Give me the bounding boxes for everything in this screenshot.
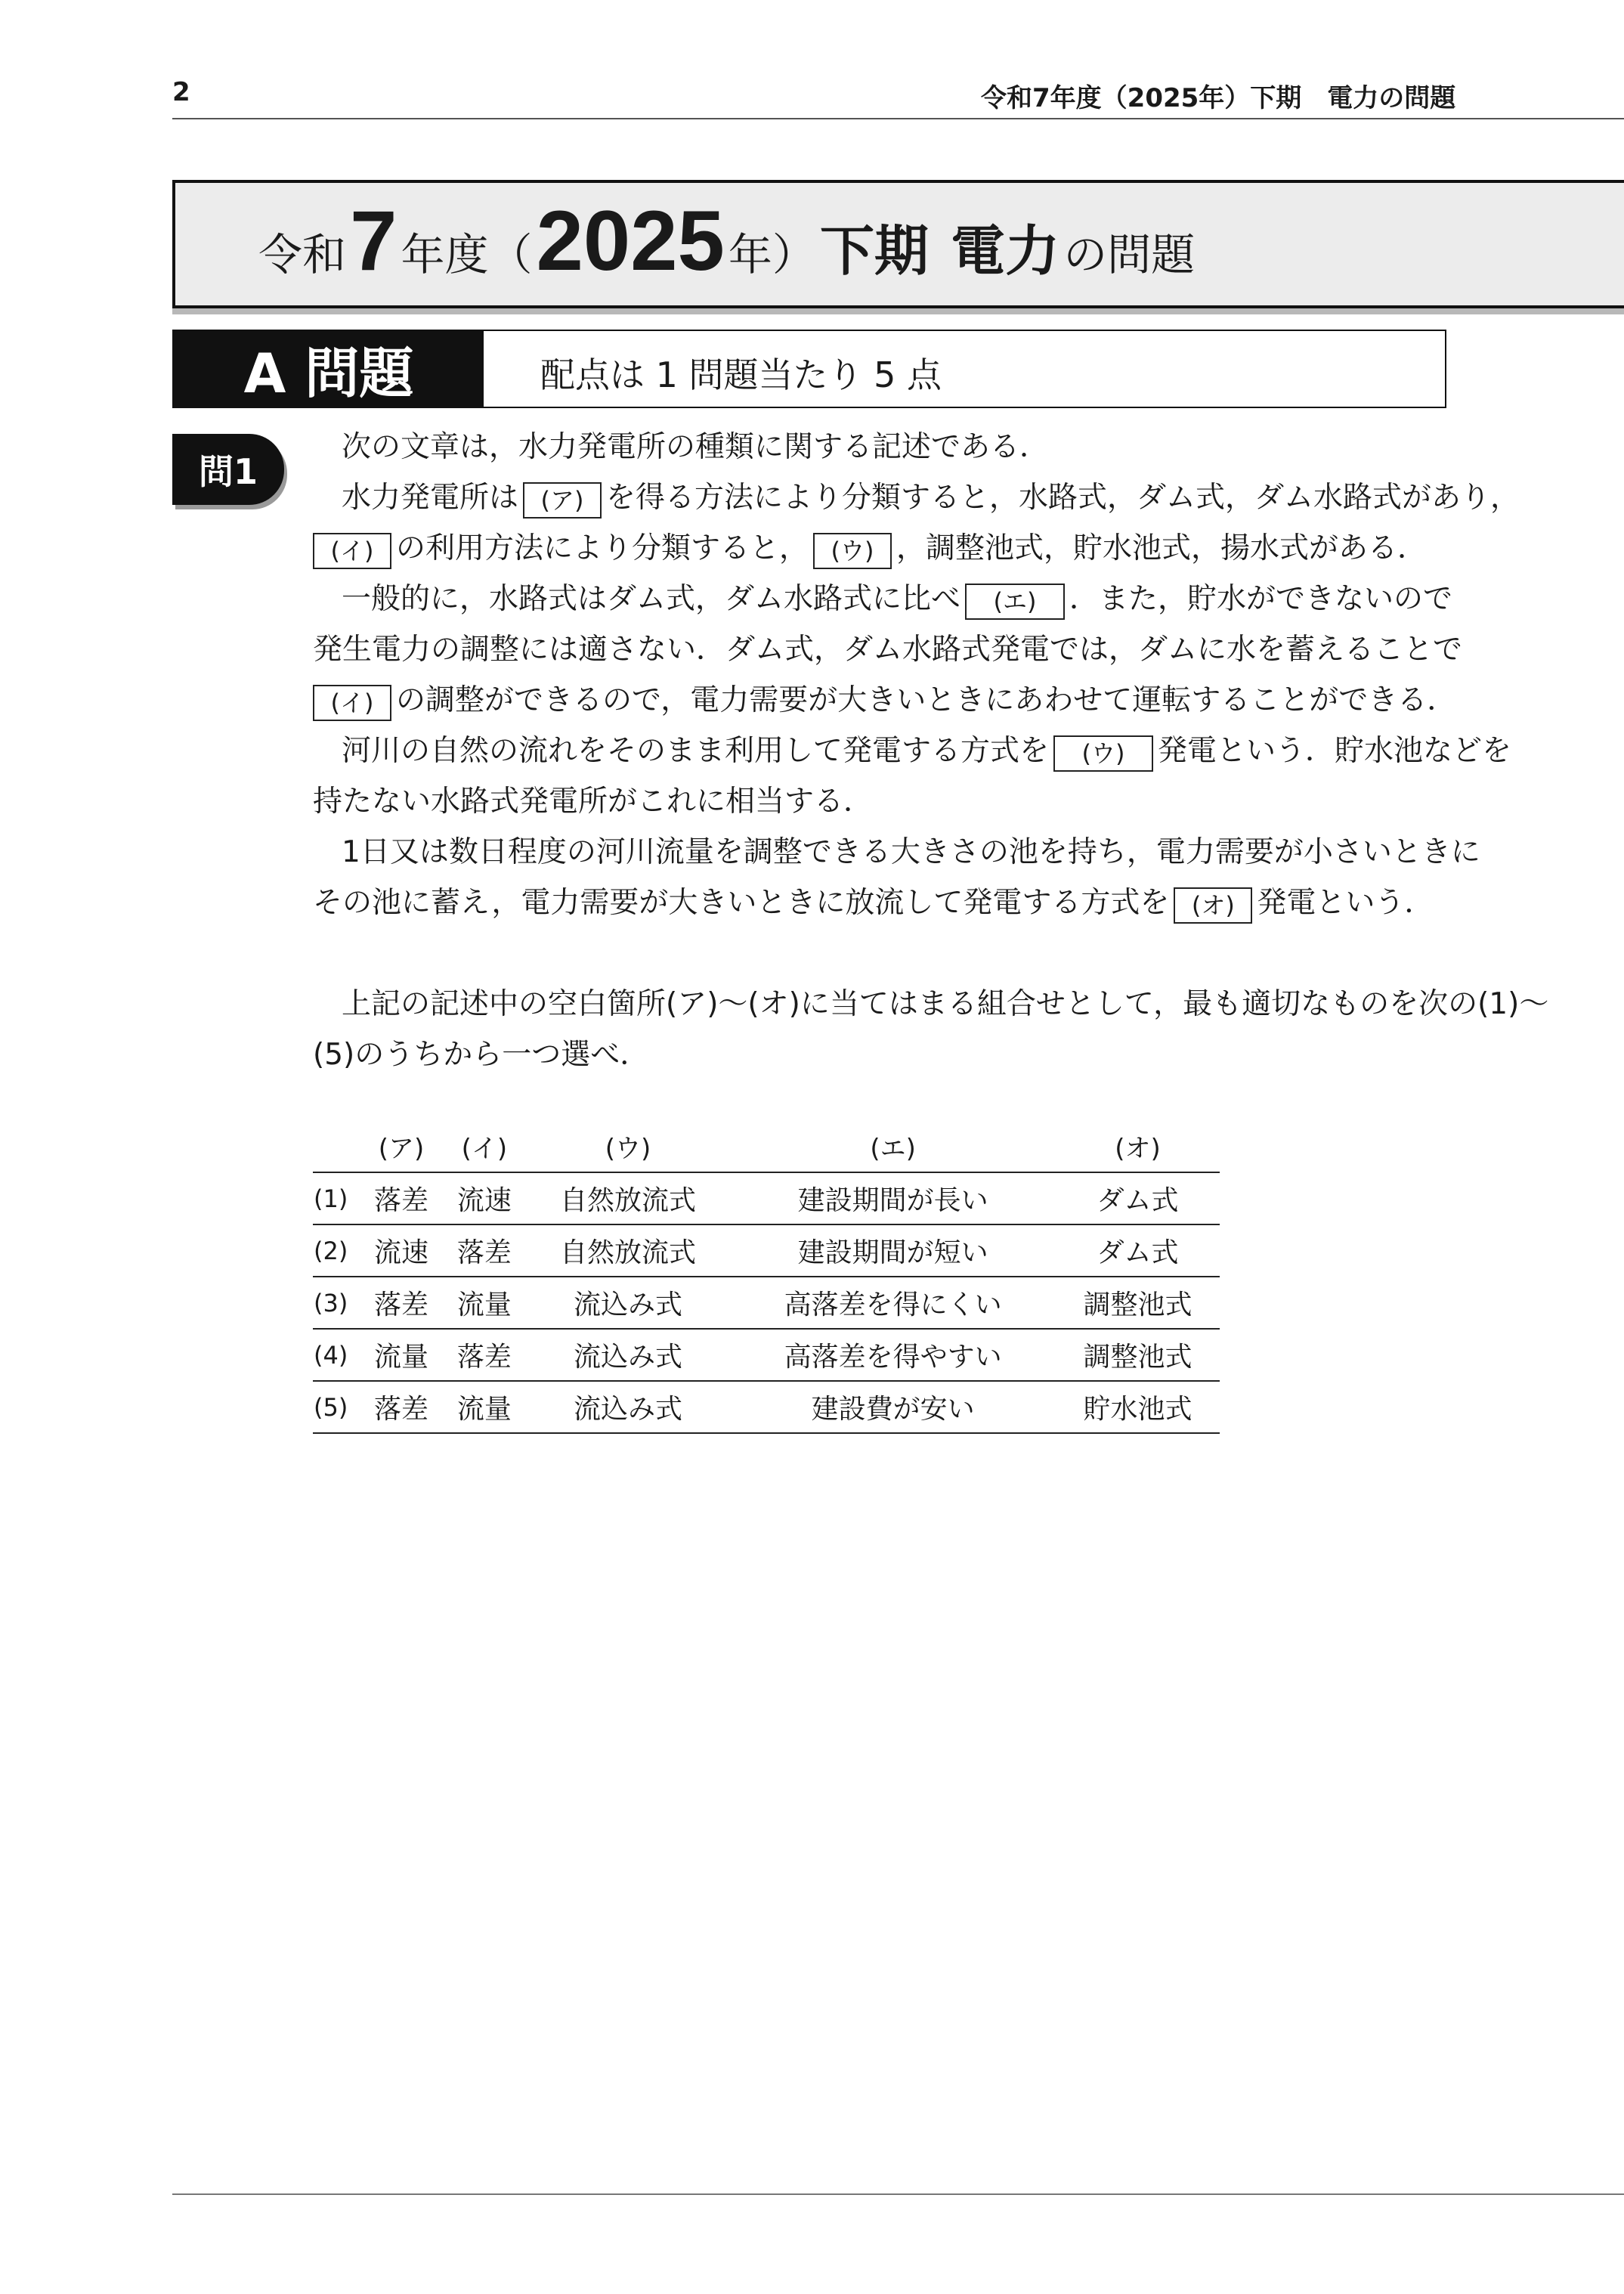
blank-u-2: (ウ) [1053, 735, 1153, 772]
title-box [172, 180, 1624, 308]
table-header: (オ) [1115, 1133, 1161, 1164]
title-nendo: 年度（ [401, 229, 533, 280]
table-cell: 調整池式 [1056, 1277, 1220, 1329]
section-bar [172, 330, 1446, 408]
blank-u: (ウ) [813, 533, 892, 569]
table-row [313, 1224, 1220, 1277]
question-line-2: 水力発電所は (ア) を得る方法により分類すると，水路式，ダム式，ダム水路式があり， [313, 472, 1446, 523]
title-nen: 年） [728, 229, 816, 280]
table-header: (ウ) [605, 1133, 651, 1164]
blank-i-2: (イ) [313, 685, 391, 721]
table-cell: 流込み式 [526, 1381, 730, 1433]
option-number: (2) [313, 1224, 360, 1277]
question-line-5: 発生電力の調整には適さない．ダム式，ダム水路式発電では，ダムに水を蓄えることで [313, 633, 1463, 667]
table-header: (イ) [461, 1133, 508, 1164]
table-header-row [313, 1120, 1220, 1172]
option-number: (3) [313, 1277, 360, 1329]
answer-table [313, 1120, 1220, 1434]
title-suffix: の問題 [1063, 229, 1196, 280]
running-title: 令和7年度（2025年）下期 電力の問題 [981, 83, 1456, 113]
table-cell: 流込み式 [526, 1329, 730, 1381]
table-cell: ダム式 [1056, 1172, 1220, 1224]
blank-a: (ア) [523, 482, 602, 519]
table-cell: 流量 [443, 1277, 526, 1329]
table-cell: 高落差を得にくい [730, 1277, 1056, 1329]
footer-rule [172, 2193, 1624, 2195]
title-subject: 電力 [951, 219, 1060, 283]
table-cell: 調整池式 [1056, 1329, 1220, 1381]
table-cell: 建設費が安い [730, 1381, 1056, 1433]
table-cell: 流速 [360, 1224, 443, 1277]
table-cell: 自然放流式 [526, 1172, 730, 1224]
question-line-1: 次の文章は，水力発電所の種類に関する記述である． [342, 430, 1050, 464]
table-header: (エ) [870, 1133, 916, 1164]
table-row [313, 1329, 1220, 1381]
table-cell: 流量 [360, 1329, 443, 1381]
title-era-year: 7 [350, 193, 397, 288]
question-line-6: (イ) の調整ができるので，電力需要が大きいときにあわせて運転することができる． [313, 675, 1446, 726]
table-cell: 流込み式 [526, 1277, 730, 1329]
option-number: (1) [313, 1172, 360, 1224]
title-term: 下期 [819, 219, 929, 283]
table-row [313, 1172, 1220, 1224]
question-line-9: 1日又は数日程度の河川流量を調整できる大きさの池を持ち，電力需要が小さいときに [342, 835, 1480, 869]
section-note: 配点は 1 問題当たり 5 点 [540, 354, 942, 395]
title-year: 2025 [536, 193, 725, 288]
question-line-7: 河川の自然の流れをそのまま利用して発電する方式を (ウ) 発電という．貯水池などを [313, 726, 1446, 776]
table-cell: 建設期間が短い [730, 1224, 1056, 1277]
question-badge: 問1 [172, 434, 284, 505]
blank-e: (エ) [965, 584, 1065, 620]
table-cell: 流量 [443, 1381, 526, 1433]
table-cell: 流速 [443, 1172, 526, 1224]
table-row [313, 1277, 1220, 1329]
table-cell: 落差 [360, 1172, 443, 1224]
page-number: 2 [172, 77, 190, 107]
title-era: 令和 [258, 229, 347, 280]
question-line-12: (5)のうちから一つ選べ． [313, 1038, 650, 1072]
table-cell: 落差 [360, 1381, 443, 1433]
page-header [172, 74, 1624, 119]
option-number: (4) [313, 1329, 360, 1381]
question-line-10: その池に蓄え，電力需要が大きいときに放流して発電する方式を (オ) 発電という． [313, 878, 1446, 928]
table-cell: 落差 [443, 1224, 526, 1277]
table-cell: 貯水池式 [1056, 1381, 1220, 1433]
question-line-4: 一般的に，水路式はダム式，ダム水路式に比べ (エ) ．また，貯水ができないので [313, 574, 1446, 624]
table-cell: 建設期間が長い [730, 1172, 1056, 1224]
table-cell: 落差 [443, 1329, 526, 1381]
blank-o: (オ) [1174, 887, 1252, 924]
question-line-11: 上記の記述中の空白箇所(ア)〜(オ)に当てはまる組合せとして，最も適切なものを次の(1)〜 [342, 987, 1549, 1021]
blank-i: (イ) [313, 533, 391, 569]
table-header: (ア) [378, 1133, 425, 1164]
question-body [313, 422, 1549, 1080]
table-cell: ダム式 [1056, 1224, 1220, 1277]
table-cell: 自然放流式 [526, 1224, 730, 1277]
table-cell: 落差 [360, 1277, 443, 1329]
section-label: A 問題 [174, 331, 484, 407]
table-header [313, 1120, 360, 1172]
option-number: (5) [313, 1381, 360, 1433]
question-line-3: (イ) の利用方法により分類すると， (ウ) ，調整池式，貯水池式，揚水式がある． [313, 523, 1446, 574]
question-line-8: 持たない水路式発電所がこれに相当する． [313, 785, 874, 819]
table-row [313, 1381, 1220, 1433]
table-cell: 高落差を得やすい [730, 1329, 1056, 1381]
page-title [258, 192, 1195, 289]
